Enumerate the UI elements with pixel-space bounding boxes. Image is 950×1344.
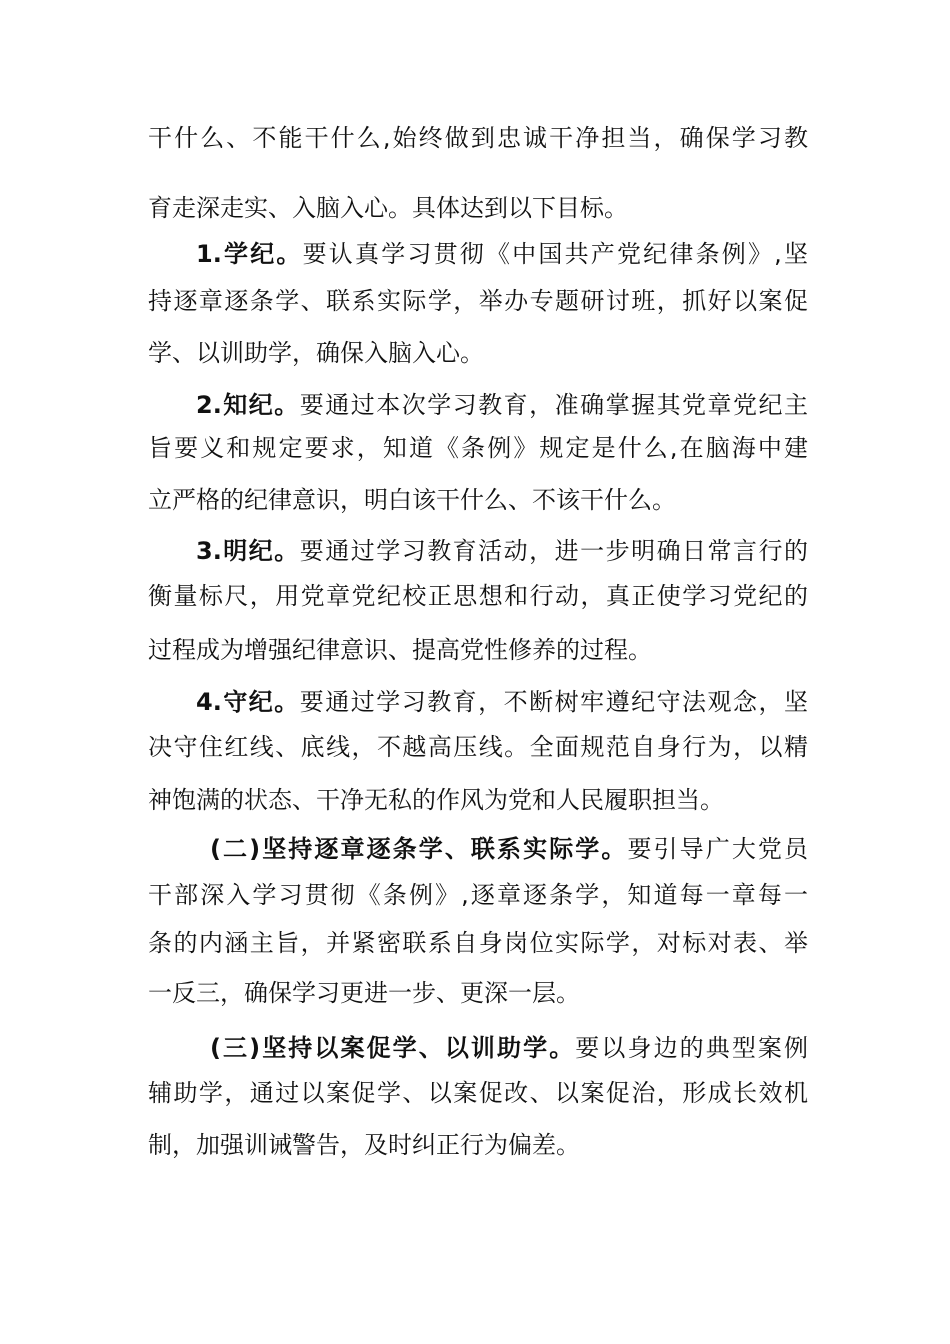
paragraph-text: 要通过本次学习教育，准确掌握其党章党纪主 xyxy=(299,391,808,419)
paragraph-line: 育走深走实、入脑入心。具体达到以下目标。 xyxy=(148,194,628,222)
paragraph-text: 要引导广大党员 xyxy=(627,835,809,863)
goal-4-first-line xyxy=(196,686,808,718)
goal-4-heading: 4.守纪。 xyxy=(196,688,300,716)
paragraph-line: 干什么、不能干什么,始终做到忠诚干净担当，确保学习教 xyxy=(148,124,808,152)
paragraph-line: 干部深入学习贯彻《条例》,逐章逐条学，知道每一章每一 xyxy=(148,881,808,909)
goal-1-first-line xyxy=(196,238,808,270)
section-2-first-line xyxy=(210,833,808,865)
goal-2-heading: 2.知纪。 xyxy=(196,391,300,419)
paragraph-line: 持逐章逐条学、联系实际学，举办专题研讨班，抓好以案促 xyxy=(148,287,808,315)
paragraph-line: 立严格的纪律意识，明白该干什么、不该干什么。 xyxy=(148,486,676,514)
paragraph-line: 学、以训助学，确保入脑入心。 xyxy=(148,339,484,367)
paragraph-line: 制，加强训诫警告，及时纠正行为偏差。 xyxy=(148,1131,580,1159)
paragraph-text: 要通过学习教育，不断树牢遵纪守法观念，坚 xyxy=(299,688,808,716)
paragraph-line: 旨要义和规定要求，知道《条例》规定是什么,在脑海中建 xyxy=(148,434,808,462)
paragraph-line: 条的内涵主旨，并紧密联系自身岗位实际学，对标对表、举 xyxy=(148,929,808,957)
paragraph-line: 衡量标尺，用党章党纪校正思想和行动，真正使学习党纪的 xyxy=(148,582,808,610)
paragraph-line: 辅助学，通过以案促学、以案促改、以案促治，形成长效机 xyxy=(148,1079,808,1107)
section-3-heading: (三)坚持以案促学、以训助学。 xyxy=(210,1034,576,1062)
section-2-heading: (二)坚持逐章逐条学、联系实际学。 xyxy=(210,835,628,863)
goal-1-heading: 1.学纪。 xyxy=(196,240,303,268)
paragraph-line: 神饱满的状态、干净无私的作风为党和人民履职担当。 xyxy=(148,786,724,814)
paragraph-line: 过程成为增强纪律意识、提高党性修养的过程。 xyxy=(148,636,652,664)
paragraph-text: 要认真学习贯彻《中国共产党纪律条例》,坚 xyxy=(302,240,808,268)
goal-2-first-line xyxy=(196,389,808,421)
paragraph-text: 要通过学习教育活动，进一步明确日常言行的 xyxy=(299,537,808,565)
goal-3-heading: 3.明纪。 xyxy=(196,537,300,565)
paragraph-text: 要以身边的典型案例 xyxy=(575,1034,809,1062)
section-3-first-line xyxy=(210,1032,808,1064)
goal-3-first-line xyxy=(196,535,808,567)
paragraph-line: 决守住红线、底线，不越高压线。全面规范自身行为，以精 xyxy=(148,733,808,761)
paragraph-line: 一反三，确保学习更进一步、更深一层。 xyxy=(148,979,580,1007)
